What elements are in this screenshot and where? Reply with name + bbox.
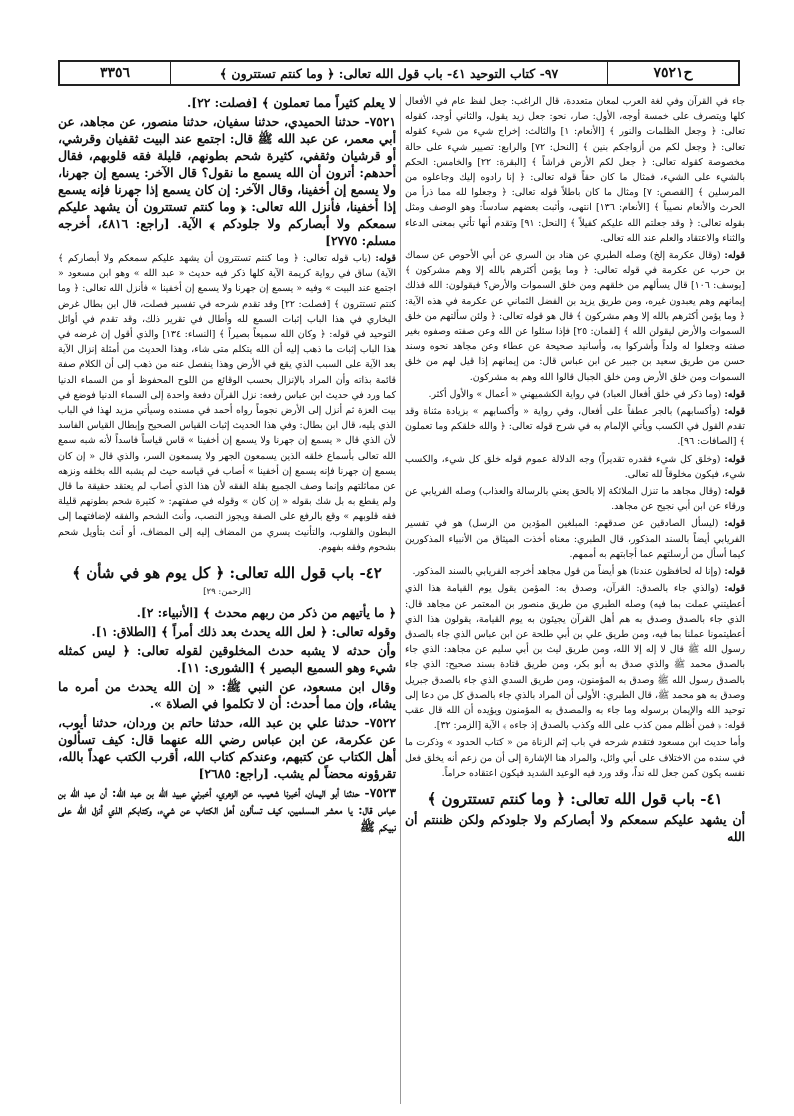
commentary-paragraph <box>405 387 745 402</box>
qawl-label: قوله: <box>375 253 396 264</box>
chapter-heading: ٤١- باب قول الله تعالى: ﴿ وما كنتم تستترون ﴾ <box>427 789 723 808</box>
commentary-text: (ليسأل الصادقين عن صدقهم: المبلغين المؤدين من الرسل) هو في تفسير الفريابي أيضاً بالسند المذكور، قال الطبري: معناه أخذت الميثاق من الأنبياء المذكورين كيما أسأل من أرسلتهم عما أجابتهم به أممهم. <box>405 518 745 560</box>
right-column-commentary <box>405 94 745 1106</box>
hadith-text: ٧٥٢٢- حدثنا علي بن عبد الله، حدثنا حاتم بن وردان، حدثنا أيوب، عن عكرمة، عن ابن عباس رضي الله عنهما قال: كيف تسألون أهل الكتاب عن كتبهم، وعندكم كتاب الله، أقرب الكتب عهداً بالله، تقرؤونه محضاً لم يشب. [راجع: ٢٦٨٥] <box>58 715 396 782</box>
hadith-number: ح٧٥٢١ <box>607 62 738 84</box>
qawl-label: قوله: <box>724 518 745 530</box>
qawl-label: قوله: <box>724 406 745 418</box>
commentary-text: (وإنا له لحافظون عندنا) هو أيضاً من قول مجاهد أخرجه الفريابي بالسند المذكور. <box>412 566 722 578</box>
commentary-text: وأما حديث ابن مسعود فتقدم شرحه في باب إثم الزناة من « كتاب الحدود » وذكرت ما في سنده من الاختلاف على أبي وائل، والمراد هنا الإشارة إلى أن من زعم أنه يخلق فعل نفسه يكون كمن جعل لله نداً، وقد ورد فيه الوعيد الشديد فيكون اعتقاده حراماً. <box>405 737 745 779</box>
hadith-text: أن يشهد عليكم سمعكم ولا أبصاركم ولا جلودكم ولكن ظننتم أن الله <box>405 811 745 844</box>
verse-reference: [الرحمن: ٢٩] <box>203 587 251 598</box>
hadith-text: ٧٥٢٣- حدثنا أبو اليمان، أخبرنا شعيب، عن الزهري، أخبرني عبيد الله بن عبد الله: أن عبد الله بن عباس قال: يا معشر المسلمين، كيف تسألون أهل الكتاب عن شيء، وكتابكم الذي أنزل الله على نبيكم ﷺ <box>58 785 396 835</box>
qawl-label: قوله: <box>724 566 745 578</box>
commentary-text: (وقال مجاهد ما تنزل الملائكة إلا بالحق يعني بالرسالة والعذاب) وصله الفريابي عن ورقاء عن ابن أبي نجيح عن مجاهد. <box>405 486 745 513</box>
commentary-text: (وما ذكر في خلق أفعال العباد) في رواية الكشميهني « أعمال » والأول أكثر. <box>428 388 722 400</box>
column-divider <box>400 94 401 1104</box>
commentary-text: (وقال عكرمة إلخ) وصله الطبري عن هناد بن السري عن أبي الأحوص عن سماك بن حرب عن عكرمة في قوله تعالى: ﴿ وما يؤمن أكثرهم بالله إلا وهم مشركون ﴾ [يوسف: ١٠٦] قال يسألهم من خلقهم ومن خلق السموات والأرض؟ فيقولون: الله فذلك إيمانهم وهم يعبدون غيره، ومن طريق يزيد بن الفضل الثماني عن عكرمة في هذه الآية: ﴿ وما يؤمن أكثرهم بالله إلا وهم مشركون ﴾ قال هو قوله تعالى: ﴿ ولئن سألتهم من خلق السموات والأرض ليقولن الله ﴾ [لقمان: ٢٥] فإذا سئلوا عن الله وعن صفته وصفوه بغير صفته وجعلوا له ولداً وأشركوا به، وأسانيد صحيحة عن عطاء وعن مجاهد نحوه وسند حسن من طريق سعيد بن جبير عن ابن عباس قال: من إيمانهم إذا قيل لهم من خلق السموات ومن خلق الأرض ومن خلق الجبال قالوا الله وهم به مشركون. <box>405 250 745 383</box>
commentary-paragraph <box>405 516 745 562</box>
page-header <box>58 60 740 86</box>
qawl-label: قوله: <box>724 250 745 262</box>
qawl-label: قوله: <box>724 453 745 465</box>
commentary-paragraph <box>405 248 745 385</box>
chapter-heading: ٤٢- باب قول الله تعالى: ﴿ كل يوم هو في شأن ﴾ <box>72 564 382 583</box>
hadith-text: وقال ابن مسعود، عن النبي ﷺ: « إن الله يحدث من أمره ما يشاء، وإن مما أحدث: أن لا تكلموا في الصلاة ». <box>58 679 396 712</box>
commentary-text: (وأكسابهم) بالجر عطفاً على أفعال، وفي رواية « وأكسابهم » بزيادة مثناة وقد تقدم القول في الكسب ويأتي الإلمام به في شرح قوله تعالى: ﴿ والله خلقكم وما تعملون ﴾ [الصافات: ٩٦]. <box>405 406 745 448</box>
hadith-text: وقوله تعالى: ﴿ لعل الله يحدث بعد ذلك أمراً ﴾ [الطلاق: ١]. <box>91 624 396 640</box>
commentary-paragraph <box>405 452 745 482</box>
page-number: ٣٣٥٦ <box>60 62 171 84</box>
qawl-label: قوله: <box>724 583 745 595</box>
chapter-running-title: ٩٧- كتاب التوحيد ٤١- باب قول الله تعالى: ﴿ وما كنتم تستترون ﴾ <box>219 65 559 81</box>
qawl-label: قوله: <box>724 486 745 498</box>
commentary-paragraph <box>405 484 745 514</box>
hadith-text: لا يعلم كثيراً مما تعملون ﴾ [فصلت: ٢٢]. <box>186 95 396 110</box>
commentary-paragraph <box>405 735 745 781</box>
left-column-text <box>58 94 396 1106</box>
hadith-text: ٧٥٢١- حدثنا الحميدي، حدثنا سفيان، حدثنا منصور، عن مجاهد، عن أبي معمر، عن عبد الله ﷺ قال: اجتمع عند البيت ثقفيان وقرشي، أو قرشيان وثقفي، كثيرة شحم بطونهم، قليلة فقه قلوبهم، فقال أحدهم: أترون أن الله يسمع ما نقول؟ قال الآخر: يسمع إن جهرنا، ولا يسمع إن أخفينا، وقال الآخر: إن كان يسمع إذا جهرنا فإنه يسمع إذا أخفينا، فأنزل الله تعالى: ﴿ وما كنتم تستترون أن يشهد عليكم سمعكم ولا أبصاركم ولا جلودكم ﴾ الآية. [راجع: ٤٨١٦، أخرجه مسلم: ٢٧٧٥] <box>58 114 396 248</box>
commentary-text: (والذي جاء بالصدق: القرآن، وصدق به: المؤمن يقول يوم القيامة هذا الذي أعطيتني عملت بما فيه) وصله الطبري من طريق منصور بن المعتمر عن مجاهد قال: الذي جاء بالصدق وصدق به هم أهل القرآن يجيئون به يوم القيامة، يقولون هذا الذي أعطيتمونا عملنا بما فيه، ومن طريق علي بن أبي طلحة عن ابن عباس الذي جاء بالصدق رسول الله ﷺ قال لا إله إلا الله، ومن طريق ليث بن أبي سليم عن مجاهد: الذي جاء بالصدق محمد ﷺ والذي صدق به أبو بكر، ومن طريق قتادة بسند صحيح: الذي جاء بالصدق رسول الله ﷺ وصدق به المؤمنون، ومن طريق السدي الذي جاء بالصدق جبريل وصدق به هو محمد ﷺ، قال الطبري: الأولى أن المراد بالذي جاء بالصدق كل من دعا إلى توحيد الله والإيمان برسوله وما جاء به والمصدق به المؤمنون ويؤيده أن الله قال عقب قوله: ﴿ فمن أظلم ممن كذب على الله وكذب بالصدق إذ جاءه ﴾ الآية [الزمر: ٣٢]. <box>405 583 745 732</box>
commentary-text: (وخلق كل شيء فقدره تقديراً) وجه الدلالة عموم قوله خلق كل شيء، والكسب شيء، فيكون مخلوقاً لله تعالى. <box>405 453 745 480</box>
hadith-text: ﴿ ما يأتيهم من ذكر من ربهم محدث ﴾ [الأنبياء: ٢]. <box>136 605 396 621</box>
commentary-paragraph <box>405 564 745 579</box>
commentary-paragraph <box>405 404 745 450</box>
commentary-paragraph: جاء في القرآن وفي لغة العرب لمعان متعددة، قال الراغب: جعل لفظ عام في الأفعال كلها ويتصرف على خمسة أوجه، الأول: صار، نحو: جعل زيد يقول، والثاني أوجد، كقوله تعالى: ﴿ وجعل الظلمات والنور ﴾ [الأنعام: ١] والثالث: إخراج شيء من شيء كقوله تعالى: ﴿ وجعل لكم من أزواجكم بنين ﴾ [النحل: ٧٢] والرابع: تصيير شيء على حالة مخصوصة كقوله تعالى: ﴿ جعل لكم الأرض فراشاً ﴾ [البقرة: ٢٢] والخامس: الحكم بالشيء على الشيء، فمثال ما كان حقاً قوله تعالى: ﴿ إنا رادوه إليك وجاعلوه من المرسلين ﴾ [القصص: ٧] ومثال ما كان باطلاً قوله تعالى: ﴿ وجعلوا لله مما ذرأ من الحرث والأنعام نصيباً ﴾ [الأنعام: ١٣٦] انتهى، وأثبت بعضهم سادساً: وهو الوصف ومثل بقوله تعالى: ﴿ وقد جعلتم الله عليكم كفيلاً ﴾ [النحل: ٩١] وتقدم أنها تأتي بمعنى الدعاء والثناء والاعتقاد والعلم عند الله تعالى. <box>405 96 745 244</box>
hadith-text: وأن حدثه لا يشبه حدث المخلوقين لقوله تعالى: ﴿ ليس كمثله شيء وهو السميع البصير ﴾ [الشورى: ١١]. <box>58 643 396 676</box>
commentary-paragraph <box>405 581 745 733</box>
commentary-paragraph <box>58 251 396 555</box>
commentary-text: (باب قوله تعالى: ﴿ وما كنتم تستترون أن يشهد عليكم سمعكم ولا أبصاركم ﴾ الآية) ساق في رواية كريمة الآية كلها ذكر فيه حديث « عبد الله » وهو ابن مسعود « اجتمع عند البيت » وفيه « يسمع إن جهرنا ولا يسمع إن أخفينا » فأنزل الله تعالى: ﴿ وما كنتم تستترون ﴾ [فصلت: ٢٢] وقد تقدم شرحه في تفسير فصلت، قال ابن بطال غرض البخاري في هذا الباب إثبات السمع لله وأطال في تقرير ذلك، وقد تقدم في أوائل التوحيد في قوله: ﴿ وكان الله سميعاً بصيراً ﴾ [النساء: ١٣٤] والذي أقول إن غرضه في هذا الباب إثبات ما ذهب إليه أن الله يتكلم متى شاء، وهذا الحديث من أمثلة إنزال الآية بعد الآية على السبب الذي يقع في الأرض وهذا ينفصل عنه من ذهب إلى أن الكلام صفة قائمة بذاته وأن المراد بالإنزال بحسب الوقائع من اللوح المحفوظ أو من السماء الدنيا كما ورد في حديث ابن عباس رفعه: نزل القرآن دفعة واحدة إلى السماء الدنيا فوضع في بيت العزة ثم أنزل إلى الأرض نجوماً رواه أحمد في مسنده وسيأتي مزيد لهذا في الباب الذي يليه، قال ابن بطال: وفي هذا الحديث إثبات القياس الصحيح وإبطال القياس الفاسد لأن الذي قال « يسمع إن جهرنا ولا يسمع إن أخفينا » قاس قياساً فاسداً لأنه شبه سمع الله تعالى بأسماع خلقه الذين يسمعون الجهر ولا يسمعون السر، والذي قال « إن كان يسمع إن جهرنا فإنه يسمع إن أخفينا » أصاب في قياسه حيث لم يشبه الله بخلقه ونزهه عن مماثلتهم وإنما وصف الجميع بقلة الفقه لأن هذا الذي أصاب لم يعتقد حقيقة ما قال ولم يقطع به بل شك بقوله « إن كان » وقوله في صفتهم: « كثيرة شحم بطونهم قليلة فقه قلوبهم » وقع بالرفع على الصفة ويجوز النصب، وأنث الشحم والفقه لإضافتهما إلى البطون والقلوب، والتأنيث يسري من المضاف إليه إلى المضاف، أو أنث بتأويل شحم بشحوم وفقه بفهوم. <box>58 253 396 553</box>
qawl-label: قوله: <box>724 388 745 400</box>
